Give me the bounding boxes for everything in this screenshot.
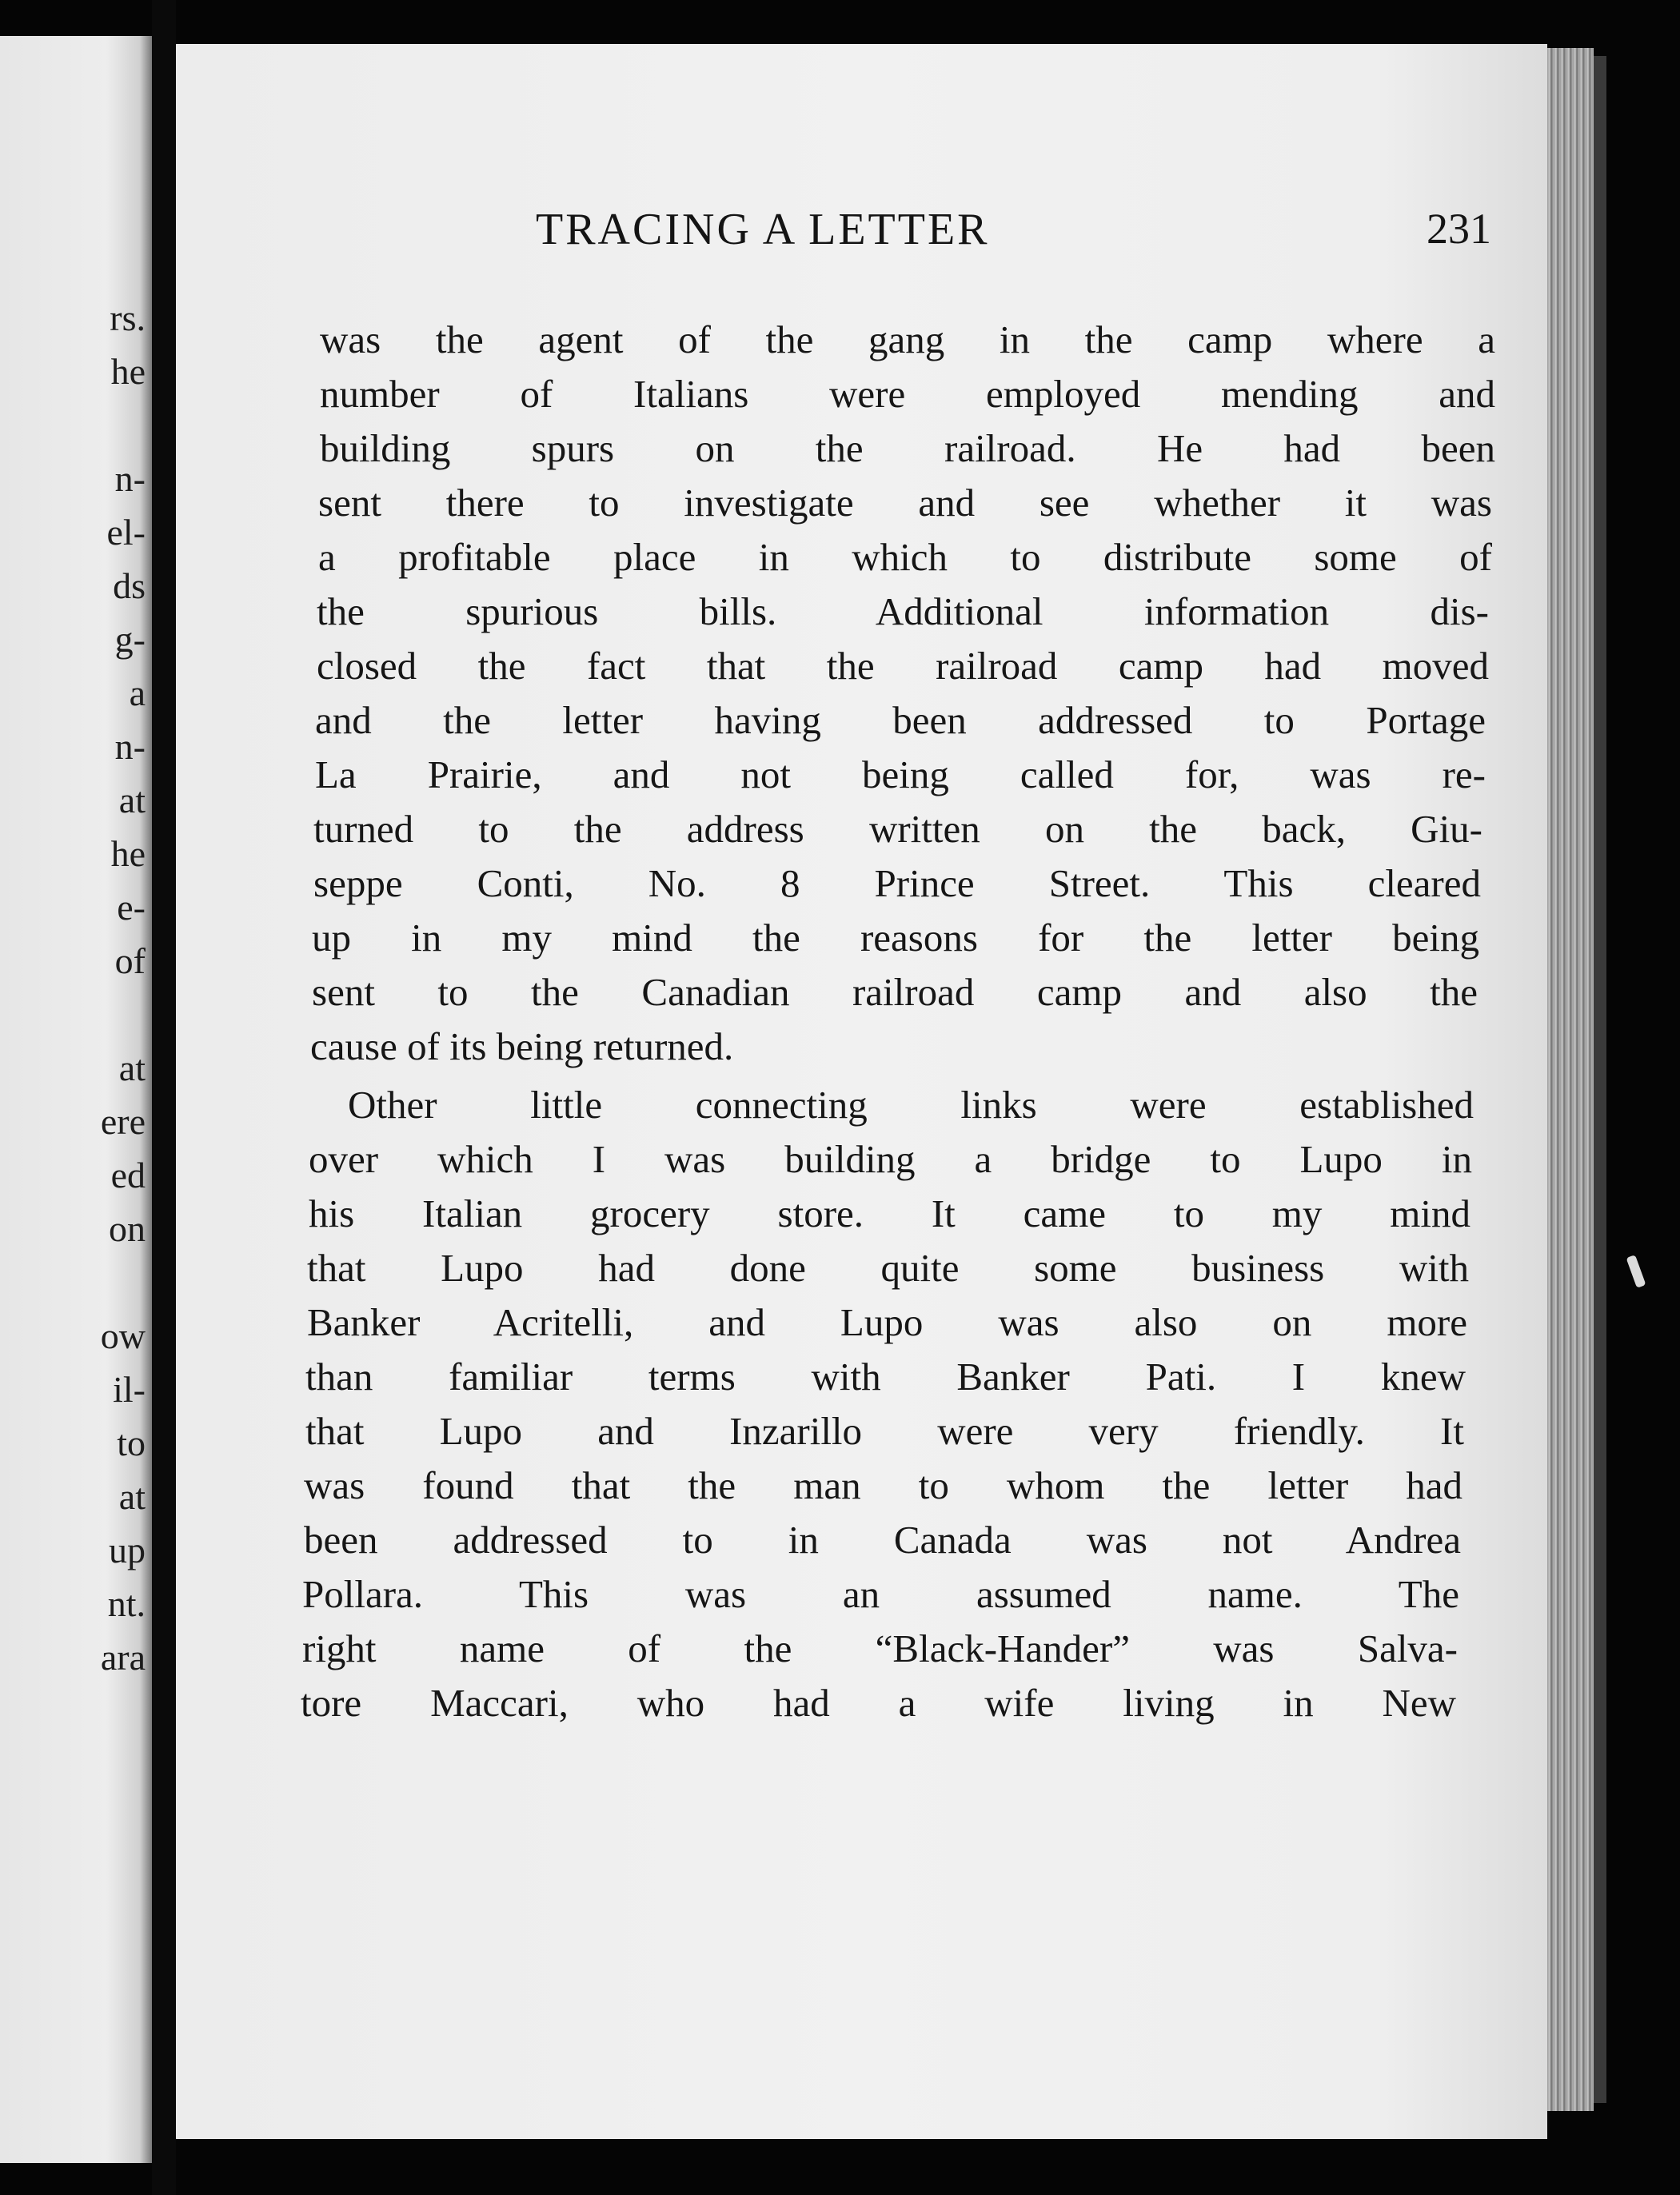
left-page-fragment: at — [118, 1476, 146, 1517]
left-page-fragment: he — [110, 833, 146, 874]
left-page-fragment: ed — [110, 1155, 146, 1195]
scan-artifact — [1626, 1255, 1646, 1288]
body-line: Banker Acritelli, and Lupo was also on more — [307, 1300, 1467, 1344]
body-line: right name of the “Black-Hander” was Salva- — [302, 1626, 1458, 1670]
body-line: than familiar terms with Banker Pati. I knew — [305, 1355, 1466, 1399]
body-line: Other little connecting links were established — [348, 1083, 1474, 1127]
body-line: that Lupo had done quite some business with — [307, 1246, 1469, 1290]
body-line: up in my mind the reasons for the letter being — [312, 916, 1479, 960]
body-line: seppe Conti, No. 8 Prince Street. This cleared — [313, 861, 1481, 905]
body-line: was the agent of the gang in the camp where a — [320, 317, 1495, 361]
left-page-fragment: a — [129, 672, 146, 713]
body-line: La Prairie, and not being called for, was re- — [315, 752, 1486, 796]
body-line: number of Italians were employed mending and — [320, 372, 1495, 416]
body-line: over which I was building a bridge to Lupo in — [309, 1137, 1472, 1181]
left-page-fragment: ara — [100, 1637, 146, 1678]
book-edge-shadow — [1594, 56, 1606, 2103]
left-page-fragment: ds — [113, 565, 146, 606]
body-line: his Italian grocery store. It came to my mind — [309, 1191, 1470, 1235]
left-page-fragment: on — [109, 1208, 146, 1249]
body-line: Pollara. This was an assumed name. The — [302, 1572, 1459, 1616]
left-page-fragment: n- — [114, 726, 146, 767]
body-line: building spurs on the railroad. He had been — [320, 426, 1495, 470]
right-page — [176, 44, 1547, 2139]
body-line: was found that the man to whom the letter had — [304, 1463, 1463, 1507]
left-page-fragment: nt. — [107, 1583, 146, 1624]
running-head-title: TRACING A LETTER — [536, 205, 990, 254]
left-page-fragment: rs. — [110, 297, 146, 338]
body-line: been addressed to in Canada was not Andrea — [304, 1518, 1461, 1562]
left-page-fragment: ere — [100, 1101, 146, 1142]
book-gutter — [152, 0, 176, 2195]
left-page-fragment: il- — [113, 1369, 146, 1410]
body-line: cause of its being returned. — [310, 1024, 734, 1068]
left-page-fragment: he — [110, 351, 146, 392]
body-line: and the letter having been addressed to Portage — [315, 698, 1486, 742]
body-line: sent there to investigate and see whether it was — [318, 481, 1492, 525]
left-facing-page — [0, 36, 152, 2163]
body-line: turned to the address written on the back, Giu- — [313, 807, 1482, 851]
left-page-fragment: of — [114, 940, 146, 981]
left-page-fragment: n- — [114, 458, 146, 499]
left-page-fragment: e- — [117, 887, 146, 928]
left-page-fragment: up — [109, 1530, 146, 1570]
left-page-fragment: el- — [106, 512, 146, 553]
body-text — [176, 44, 1547, 2139]
body-line: a profitable place in which to distribute some of — [318, 535, 1492, 579]
body-line: the spurious bills. Additional information dis- — [317, 589, 1489, 633]
left-page-fragment: at — [118, 1048, 146, 1088]
body-line: tore Maccari, who had a wife living in New — [301, 1681, 1456, 1725]
body-line: that Lupo and Inzarillo were very friendly. It — [305, 1409, 1464, 1453]
page-number: 231 — [1427, 205, 1491, 253]
body-line: sent to the Canadian railroad camp and also the — [312, 970, 1478, 1014]
left-page-fragment: to — [117, 1423, 146, 1463]
left-page-fragment: at — [118, 780, 146, 820]
left-page-fragment: g- — [114, 619, 146, 660]
body-line: closed the fact that the railroad camp had moved — [317, 644, 1489, 688]
book-page-edges — [1547, 48, 1594, 2111]
left-page-fragment: ow — [100, 1315, 146, 1356]
